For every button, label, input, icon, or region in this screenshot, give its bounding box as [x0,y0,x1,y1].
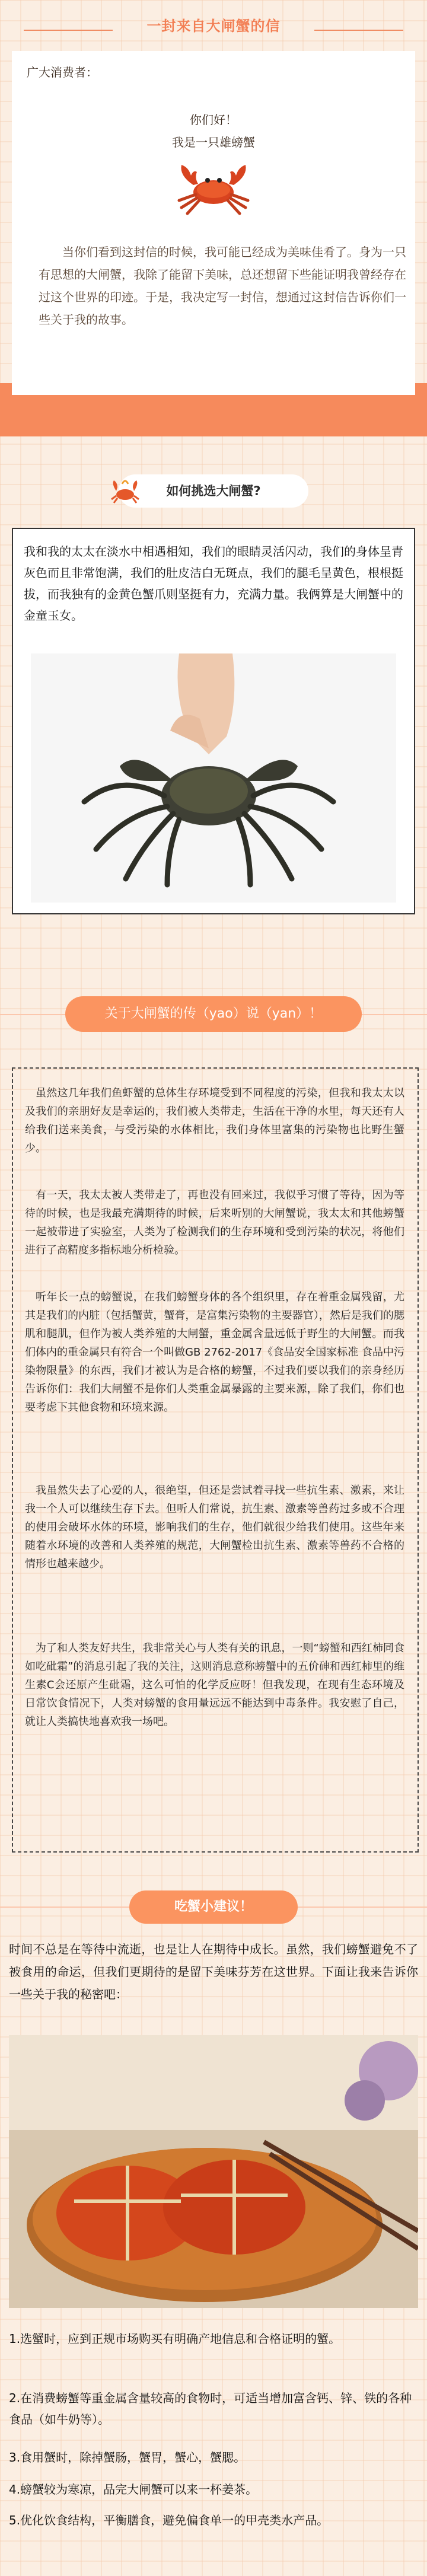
section-title-how-to-choose: 如何挑选大闸蟹? [119,474,308,508]
letter-title: 一封来自大闸蟹的信 [146,18,281,34]
tip-item: 3.食用蟹时，除掉蟹肠，蟹胃，蟹心，蟹腮。 [9,2450,246,2465]
tip-item: 5.优化饮食结构，平衡膳食，避免偏食单一的甲壳类水产品。 [9,2513,329,2527]
section-title-rumors: 关于大闸蟹的传（yao）说（yan）！ [65,996,362,1032]
cooked-crabs-photo [9,2035,418,2308]
crab-hand-photo [31,653,396,903]
tips-intro: 时间不总是在等待中流逝，也是让人在期待中成长。虽然，我们螃蟹避免不了被食用的命运，但我们更期待的是留下美味芬芳在这世界。下面让我来告诉你一些关于我的秘密吧： [9,1942,418,2001]
rumors-card [12,1067,419,1853]
letter-greeting: 广大消费者： [27,65,98,79]
tip-item: 1.选蟹时，应到正规市场购买有明确产地信息和合格证明的蟹。 [9,2332,341,2346]
how-to-choose-card [12,528,415,914]
crab-mini-icon [110,478,140,504]
crab-icon [171,158,256,217]
letter-hello: 你们好！ [190,113,237,127]
letter-card [12,51,415,395]
letter-card-base [0,383,427,436]
rumor-paragraph: 听年长一点的螃蟹说，在我们螃蟹身体的各个组织里，存在着重金属残留，尤其是我们的内脏（包括蟹黄，蟹膏，是富集污染物的主要器官），然后是我们的腮肌和腿肌，但作为被人类养殖的大闸蟹，重金属含量远低于野生的大闸蟹。而我们体内的重金属只有符合一个叫做GB 2762-2017《食品安全国家标准 食品中污染物限量》的东西，我们才被认为是合格的螃蟹，不过我们要以我们的亲身经历告诉你们：我们大闸蟹不是你们人类重金属暴露的主要来源，除了我们，你们也要考虑下其他食物和环境来源。 [25,1291,404,1414]
rumor-paragraph: 有一天，我太太被人类带走了，再也没有回来过，我似乎习惯了等待，因为等待的时候，也是我最充满期待的时候，后来听别的大闸蟹说，我太太和其他螃蟹一起被带进了实验室，人类为了检测我们的生存环境和受到污染的状况，将他们进行了高精度多指标地分析检验。 [25,1189,404,1257]
section-title-tips: 吃蟹小建议！ [129,1890,298,1924]
how-to-choose-text: 我和我的太太在淡水中相遇相知，我们的眼睛灵活闪动，我们的身体呈青灰色而且非常饱满，我们的肚皮洁白无斑点，我们的腿毛呈黄色，根根挺拔，而我独有的金黄色蟹爪则坚挺有力，充满力量。我俩算是大闸蟹中的金童玉女。 [24,544,403,623]
letter-body: 当你们看到这封信的时候，我可能已经成为美味佳肴了。身为一只有思想的大闸蟹，我除了能留下美味，总还想留下些能证明我曾经存在过这个世界的印迹。于是，我决定写一封信，想通过这封信告诉你们一些关于我的故事。 [39,245,406,327]
rumor-paragraph: 虽然这几年我们鱼虾蟹的总体生存环境受到不同程度的污染，但我和我太太以及我们的亲朋好友是幸运的，我们被人类带走，生活在干净的水里，每天还有人给我们送来美食，与受污染的水体相比，我们身体里富集的污染物也比野生蟹少。 [25,1087,404,1155]
rumor-paragraph: 我虽然失去了心爱的人，很绝望，但还是尝试着寻找一些抗生素、激素，来让我一个人可以继续生存下去。但听人们常说，抗生素、激素等兽药过多或不合理的使用会破坏水体的环境，影响我们的生存，他们就很少给我们使用。这些年来随着水环境的改善和人类养殖的规范，大闸蟹检出抗生素、激素等兽药不合格的情形也越来越少。 [25,1484,404,1570]
rumor-paragraph: 为了和人类友好共生，我非常关心与人类有关的讯息，一则“螃蟹和西红柿同食如吃砒霜”的消息引起了我的关注，这则消息意称螃蟹中的五价砷和西红柿里的维生素C会还原产生砒霜，这么可怕的化学反应呀！但我发现，在现有生态环境及日常饮食情况下，人类对螃蟹的食用量远远不能达到中毒条件。我安慰了自己，就让人类搞快地喜欢我一场吧。 [25,1642,404,1728]
tip-item: 2.在消费螃蟹等重金属含量较高的食物时，可适当增加富含钙、锌、铁的各种食品（如牛奶等）。 [9,2391,412,2427]
tip-item: 4.螃蟹较为寒凉，品完大闸蟹可以来一杯姜茶。 [9,2482,258,2497]
letter-intro: 我是一只雄螃蟹 [172,135,255,149]
